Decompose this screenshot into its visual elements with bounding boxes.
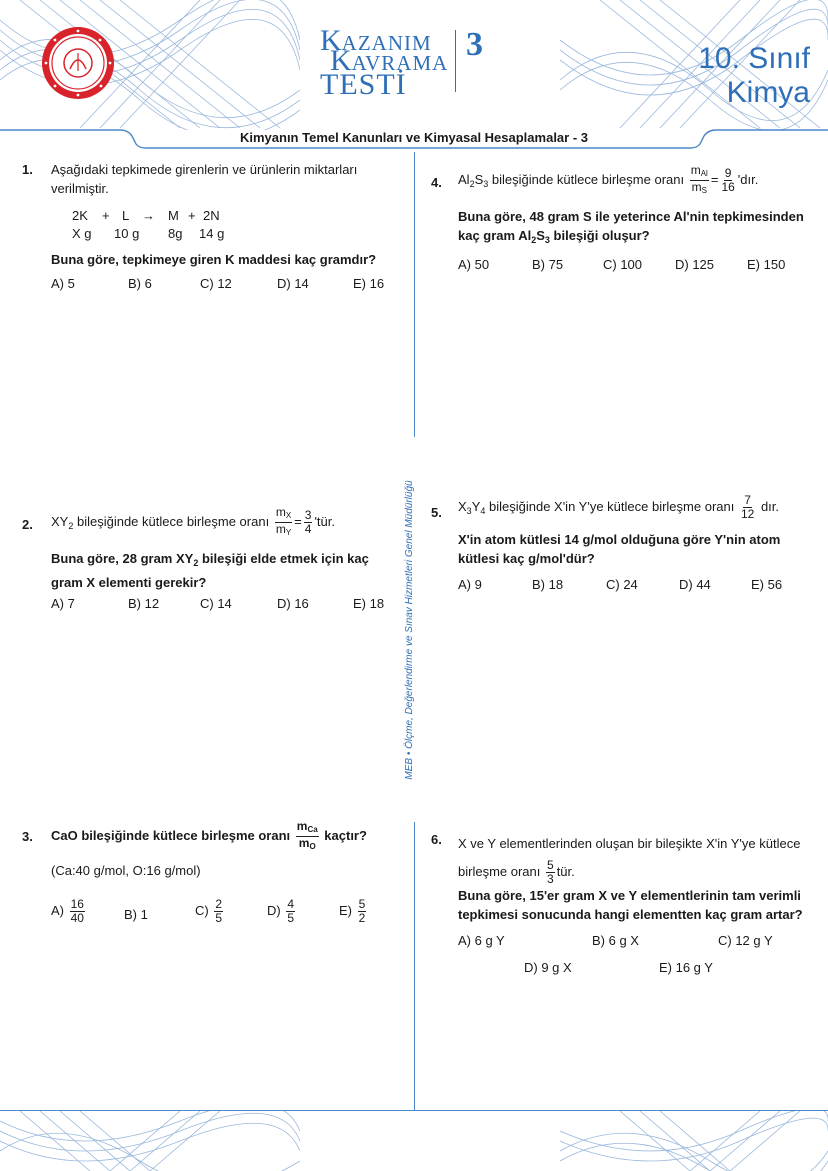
q6-number: 6. [431, 832, 442, 847]
q4-ratio-fraction: $\frac{m_{Al}}{m_S}$ [690, 163, 708, 195]
q6-option-a[interactable]: A) 6 g Y [458, 933, 505, 948]
q4-number: 4. [431, 175, 442, 190]
q5-option-b[interactable]: B) 18 [532, 577, 564, 592]
q4-option-c[interactable]: C) 100 [603, 257, 643, 272]
subject-label: Kimya [726, 76, 810, 109]
q6-stem: X ve Y elementlerinden oluşan bir bileşikte X'in Y'ye kütlece birleşme oranı $\frac{5}{3}$ tür. [458, 836, 801, 887]
column-divider-top [414, 152, 415, 437]
q2-ratio-fraction: $\frac{m_X}{m_Y}$ [275, 505, 292, 537]
q4-stem: $Al_2S_3$ bileşiğinde kütlece birleşme oranı $\frac{m_{Al}}{m_S}$ = $\frac{9}{16}$ 'dır. [458, 163, 759, 195]
q6-question: Buna göre, 15'er gram X ve Y elementlerinin tam verimli tepkimesi sonucunda hangi elementten kaç gram artar? [458, 888, 803, 922]
test-number: 3 [466, 26, 483, 63]
footer-wave-left [0, 1111, 300, 1171]
q4-question: Buna göre, 48 gram S ile yeterince Al'nin tepkimesinden kaç gram $Al_2S_3$ bileşiği oluşur? [458, 209, 804, 245]
q3-option-c[interactable]: C) $\frac{2}{5}$ [195, 897, 223, 925]
q3-number: 3. [22, 829, 33, 844]
q4-value-fraction: $\frac{9}{16}$ [721, 166, 735, 194]
q1-options [51, 276, 411, 294]
q6-option-b[interactable]: B) 6 g X [592, 933, 639, 948]
logo-line-1: KAZANIM [320, 24, 432, 57]
q2-value-fraction: $\frac{3}{4}$ [304, 508, 312, 536]
q5-option-d[interactable]: D) 44 [679, 577, 711, 592]
q6-option-d[interactable]: D) 9 g X [524, 960, 572, 975]
q5-question: X'in atom kütlesi 14 g/mol olduğuna göre Y'nin atom kütlesi kaç g/mol'dür? [458, 532, 781, 566]
test-logo [320, 24, 520, 104]
grade-label: 10. Sınıf [698, 42, 810, 75]
q1-option-b[interactable]: B) 6 [128, 276, 152, 291]
q3-given: (Ca:40 g/mol, O:16 g/mol) [51, 863, 201, 878]
q1-option-c[interactable]: C) 12 [200, 276, 232, 291]
logo-line-2: KAVRAMA [330, 44, 449, 77]
q2-options [51, 596, 411, 614]
q2-option-c[interactable]: C) 14 [200, 596, 232, 611]
q2-option-a[interactable]: A) 7 [51, 596, 75, 611]
q2-option-d[interactable]: D) 16 [277, 596, 309, 611]
q6-option-c[interactable]: C) 12 g Y [718, 933, 773, 948]
logo-line-3: TESTİ [320, 68, 407, 101]
q2-option-e[interactable]: E) 18 [353, 596, 385, 611]
q2-number: 2. [22, 517, 33, 532]
q5-option-c[interactable]: C) 24 [606, 577, 638, 592]
q1-question: Buna göre, tepkimeye giren K maddesi kaç gramdır? [51, 252, 377, 267]
q5-stem: $X_3Y_4$ bileşiğinde X'in Y'ye kütlece birleşme oranı $\frac{7}{12}$ dır. [458, 493, 780, 521]
q1-option-e[interactable]: E) 16 [353, 276, 385, 291]
q2-stem: $XY_2$ bileşiğinde kütlece birleşme oranı $\frac{m_X}{m_Y}$ = $\frac{3}{4}$ 'tür. [51, 505, 335, 537]
ministry-seal-logo [40, 25, 116, 101]
logo-divider [455, 30, 456, 92]
q2-option-b[interactable]: B) 12 [128, 596, 160, 611]
q4-option-e[interactable]: E) 150 [747, 257, 786, 272]
q6-value-fraction: $\frac{5}{3}$ [547, 858, 554, 887]
q1-text: Aşağıdaki tepkimede girenlerin ve ürünlerin miktarları verilmiştir. [51, 162, 358, 196]
q3-options [51, 898, 411, 934]
q5-option-a[interactable]: A) 9 [458, 577, 482, 592]
q5-number: 5. [431, 505, 442, 520]
q5-value-fraction: $\frac{7}{12}$ [740, 493, 755, 521]
q3-stem: CaO bileşiğinde kütlece birleşme oranı $\frac{m_{Ca}}{m_O}$ kaçtır? [51, 819, 367, 851]
column-divider-bottom [414, 822, 415, 1110]
q6-option-e[interactable]: E) 16 g Y [659, 960, 713, 975]
q4-options [458, 257, 818, 275]
q5-option-e[interactable]: E) 56 [751, 577, 783, 592]
q1-option-a[interactable]: A) 5 [51, 276, 75, 291]
q5-options [458, 577, 818, 595]
q1-number: 1. [22, 162, 33, 177]
q3-ratio-fraction: $\frac{m_{Ca}}{m_O}$ [296, 819, 318, 851]
q2-question: Buna göre, 28 gram $XY_2$ bileşiği elde etmek için kaç gram X elementi gerekir? [51, 551, 369, 590]
q4-option-a[interactable]: A) 50 [458, 257, 490, 272]
banner-title: Kimyanın Temel Kanunları ve Kimyasal Hesaplamalar - 3 [239, 130, 589, 145]
q3-option-b[interactable]: B) 1 [124, 907, 148, 922]
q4-option-d[interactable]: D) 125 [675, 257, 715, 272]
q1-option-d[interactable]: D) 14 [277, 276, 309, 291]
q6-options [458, 933, 818, 979]
q3-option-e[interactable]: E) $\frac{5}{2}$ [339, 897, 366, 925]
q1-reaction: 2K + L → M + 2N X g 10 g 8g 14 g [72, 208, 225, 241]
q3-option-a[interactable]: A) $\frac{16}{40}$ [51, 897, 84, 925]
q3-option-d[interactable]: D) $\frac{4}{5}$ [267, 897, 295, 925]
q4-option-b[interactable]: B) 75 [532, 257, 564, 272]
side-vertical-text: MEB • Ölçme, Değerlendirme ve Sınav Hizmetleri Genel Müdürlüğü [404, 480, 415, 780]
footer-wave-right [560, 1111, 828, 1171]
